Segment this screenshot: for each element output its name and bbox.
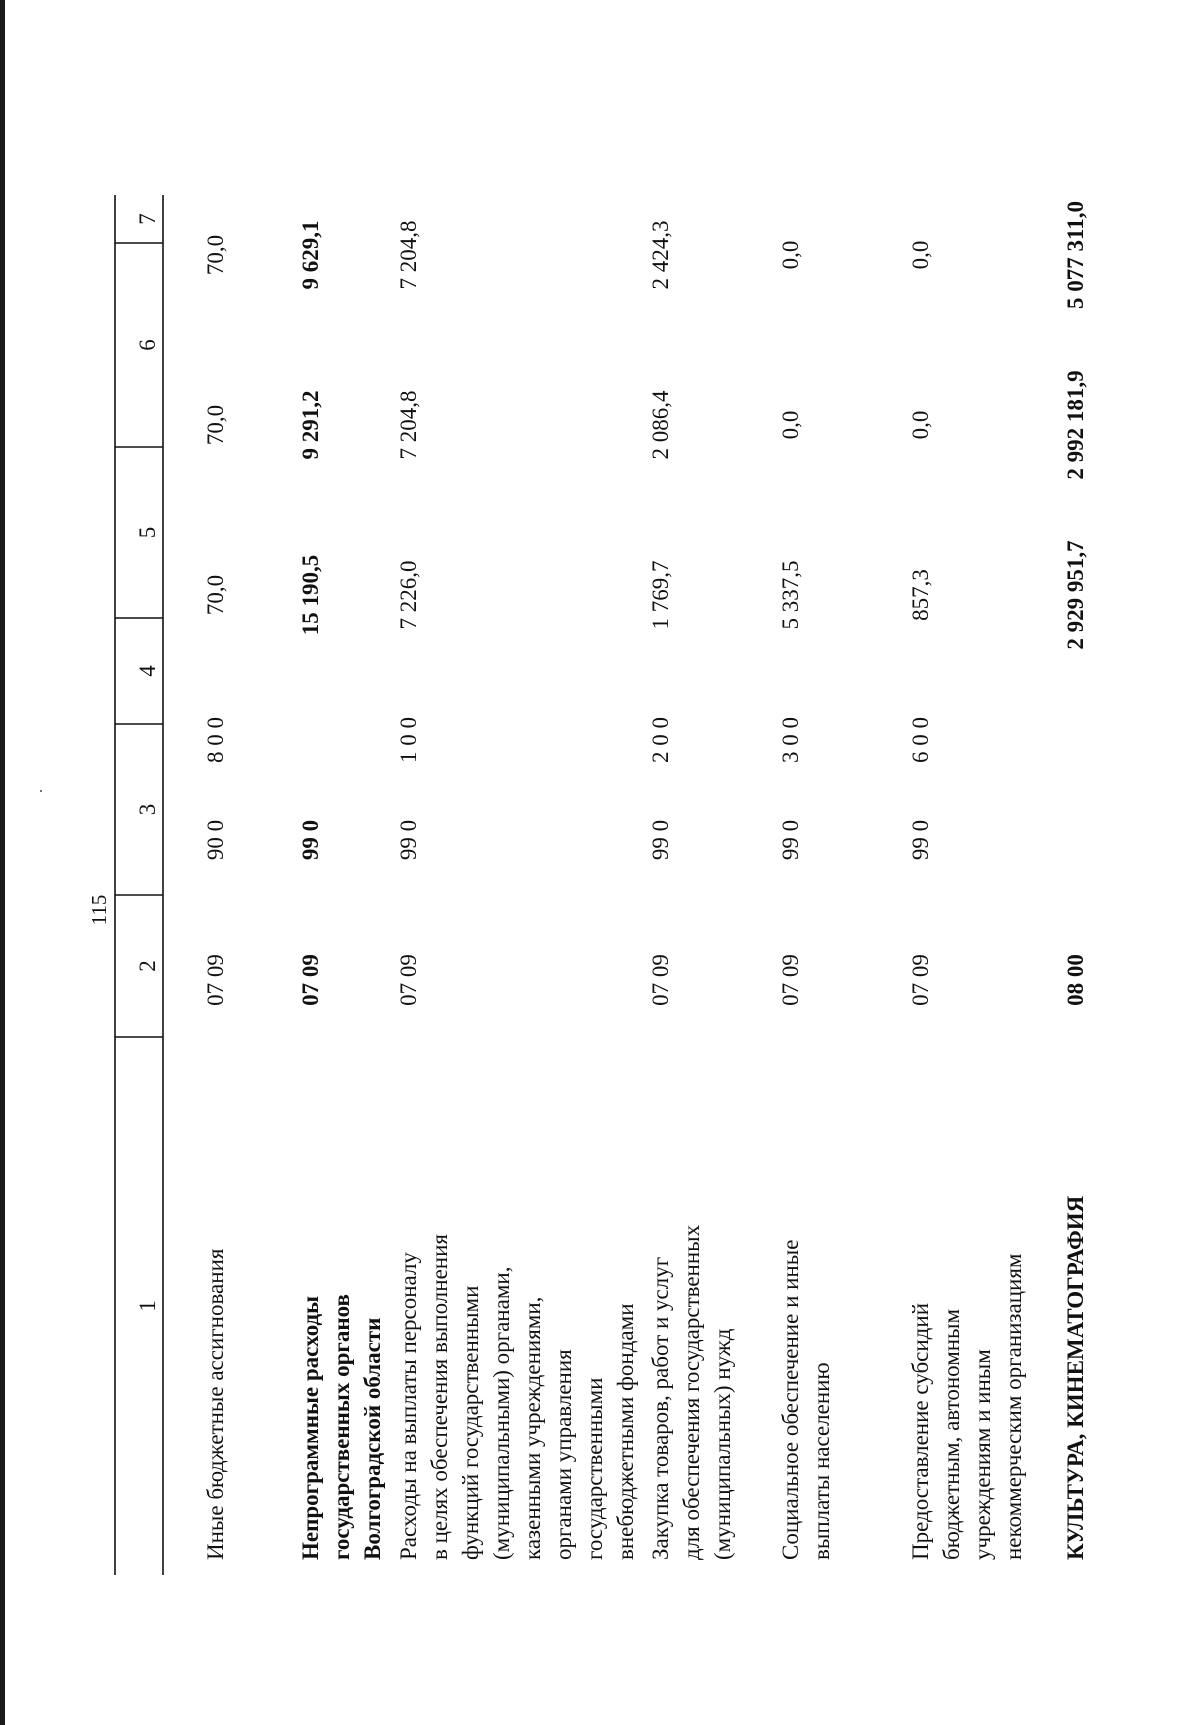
cell-c7: 9 629,1 [298,220,323,290]
row-name-line: КУЛЬТУРА, КИНЕМАТОГРАФИЯ [1063,1195,1088,1560]
row-name-line: внебюджетными фондами [613,1303,638,1560]
cell-c5: 857,3 [908,569,933,621]
row-name-line: учреждениям и иным [970,1349,995,1560]
cell-c5: 2 929 951,7 [1063,540,1088,650]
cell-c6: 2 086,4 [648,390,673,460]
cell-c2: 07 09 [203,954,228,1006]
cell-c5: 5 337,5 [778,560,803,630]
row-name-line: для обеспечения государственных [679,1224,704,1560]
cell-c2: 07 09 [778,954,803,1006]
cell-c3: 99 0 [648,819,673,861]
cell-c3: 90 0 [203,819,228,861]
row-name-line: Волгоградской области [360,1317,385,1560]
cell-c6: 0,0 [778,410,803,440]
row-name-line: выплаты населению [809,1362,834,1560]
cell-c2: 07 09 [648,954,673,1006]
row-name-line: (муниципальными) органами, [489,1266,514,1560]
row-name-line: Предоставление субсидий [908,1303,933,1560]
cell-c6: 0,0 [908,410,933,440]
row-name-line: функций государственными [458,1285,483,1560]
cell-c6: 9 291,2 [298,390,323,460]
cell-c3: 99 0 [908,819,933,861]
header-col-3: 3 [135,803,160,816]
row-name-line: бюджетным, автономным [939,1308,964,1560]
cell-c4: 1 0 0 [396,717,421,763]
row-name-line: Непрограммные расходы [298,1295,323,1560]
cell-c3: 99 0 [298,819,323,861]
cell-c3: 99 0 [778,819,803,861]
row-name-line: государственными [582,1377,607,1560]
header-col-6: 6 [135,339,160,351]
header-col-5: 5 [135,526,160,539]
cell-c5: 15 190,5 [298,554,323,636]
cell-c7: 5 077 311,0 [1063,201,1088,309]
cell-c5: 7 226,0 [396,560,421,630]
cell-c4: 8 0 0 [203,717,228,763]
row-name-line: государственных органов [329,1294,354,1560]
cell-c5: 70,0 [203,574,228,616]
header-col-4: 4 [135,665,160,677]
row-name-line: Расходы на выплаты персоналу [396,1252,421,1560]
cell-c4: 6 0 0 [908,717,933,763]
header-col-2: 2 [135,960,160,972]
cell-c7: 2 424,3 [648,220,673,290]
cell-c6: 2 992 181,9 [1063,370,1088,480]
cell-c6: 7 204,8 [396,390,421,460]
cell-c4: 2 0 0 [648,717,673,763]
page-number: 115 [87,894,111,926]
cell-c6: 70,0 [203,404,228,446]
row-name-line: Иные бюджетные ассигнования [203,1248,228,1560]
cell-c7: 70,0 [203,234,228,276]
cell-c7: 0,0 [778,240,803,270]
rotated-content [5,95,1125,1725]
header-col-7: 7 [135,213,160,225]
cell-c3: 99 0 [396,819,421,861]
row-name-line: Социальное обеспечение и иные [778,1239,803,1560]
cell-c2: 07 09 [396,954,421,1006]
cell-c2: 08 00 [1063,954,1088,1006]
cell-c2: 07 09 [908,954,933,1006]
row-name-line: казенными учреждениями, [520,1296,545,1560]
row-name-line: (муниципальных) нужд [710,1328,735,1560]
row-name-line: в целях обеспечения выполнения [427,1234,452,1560]
row-name-line: органами управления [551,1349,576,1560]
cell-c2: 07 09 [298,954,323,1006]
row-name-line: Закупка товаров, работ и услуг [648,1256,673,1560]
cell-c4: 3 0 0 [778,717,803,763]
row-name-line: некоммерческим организациям [1001,1253,1026,1560]
cell-c7: 7 204,8 [396,220,421,290]
cell-c5: 1 769,7 [648,560,673,630]
header-col-1: 1 [135,1300,160,1312]
cell-c7: 0,0 [908,240,933,270]
